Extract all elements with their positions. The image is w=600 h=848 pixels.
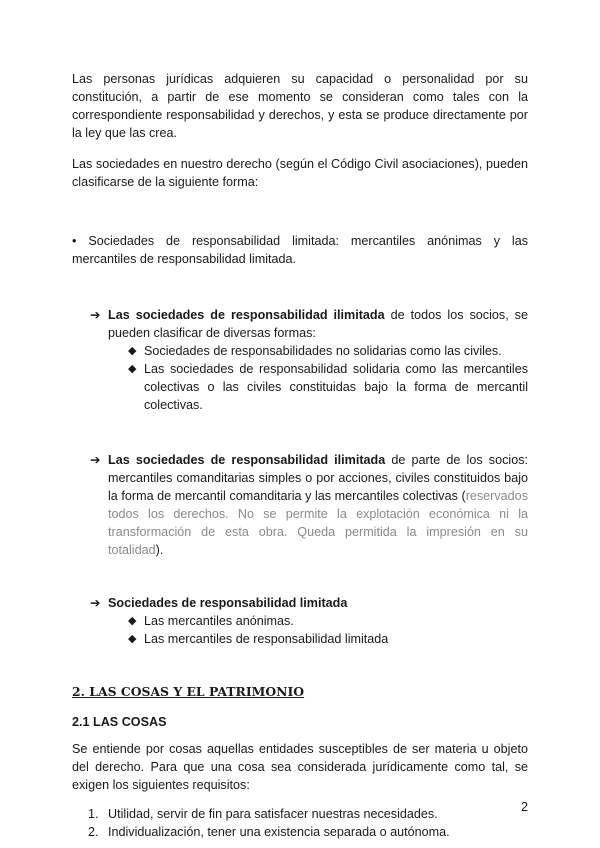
arrow-item-text <box>108 451 528 559</box>
list-item <box>108 342 528 360</box>
arrow-right-icon: ➔ <box>90 453 101 467</box>
list-item-text: Sociedades de responsabilidades no solidarias como las civiles. <box>144 344 502 358</box>
arrow-item-ilimitada-parte <box>72 451 528 559</box>
list-number: 2. <box>88 825 99 839</box>
item-text-tail: ). <box>155 543 164 557</box>
paragraph-personas-juridicas: Las personas jurídicas adquieren su capacidad o personalidad por su constitución, a partir de ese momento se consideran como tales con la correspondiente responsabilidad y derechos, y esta se produce directamente por la ley que las crea. <box>72 72 528 140</box>
subsection-title: 2.1 LAS COSAS <box>72 715 167 729</box>
list-item <box>72 805 528 823</box>
list-item <box>108 630 528 648</box>
item-text: de todos los socios, se pueden clasificar de diversas formas: <box>108 308 528 340</box>
sub-list <box>108 612 528 648</box>
list-item-text: Las sociedades de responsabilidad solidaria como las mercantiles colectivas o las civiles constituidas bajo la forma de mercantil colectivas. <box>144 362 528 412</box>
arrow-item-text <box>108 306 528 342</box>
item-text: de parte de los socios: mercantiles comanditarias simples o por acciones, civiles constituidos bajo la forma de mercantil comanditaria y las mercantiles colectivas ( <box>108 453 528 503</box>
page-number: 2 <box>520 800 528 814</box>
section-title: 2. LAS COSAS Y EL PATRIMONIO <box>72 684 305 699</box>
diamond-bullet-icon: ◆ <box>128 633 137 645</box>
list-item <box>72 823 528 841</box>
paragraph-sociedades-clasificacion: Las sociedades en nuestro derecho (según el Código Civil asociaciones), pueden clasificarse de la siguiente forma: <box>72 157 528 189</box>
list-item-text: Utilidad, servir de fin para satisfacer nuestras necesidades. <box>108 807 438 821</box>
paragraph-responsabilidad-limitada: • Sociedades de responsabilidad limitada: mercantiles anónimas y las mercantiles de responsabilidad limitada. <box>72 234 528 266</box>
sub-list <box>108 342 528 414</box>
arrow-right-icon: ➔ <box>90 308 101 322</box>
arrow-right-icon: ➔ <box>90 596 101 610</box>
paragraph-cosas-definicion: Se entiende por cosas aquellas entidades susceptibles de ser materia u objeto del derecho. Para que una cosa sea considerada jurídicamente como tal, se exigen los siguientes requisitos: <box>72 742 528 792</box>
list-item-text: Las mercantiles anónimas. <box>144 614 294 628</box>
bold-term: Las sociedades de responsabilidad ilimitada <box>108 308 385 322</box>
list-item-text: Las mercantiles de responsabilidad limitada <box>144 632 389 646</box>
bold-term: Sociedades de responsabilidad limitada <box>108 596 348 610</box>
arrow-item-text <box>108 594 528 612</box>
arrow-item-limitada <box>72 594 528 648</box>
diamond-bullet-icon: ◆ <box>128 363 137 375</box>
list-number: 1. <box>88 807 99 821</box>
requirements-list <box>72 805 528 841</box>
list-item <box>108 612 528 630</box>
bold-term: Las sociedades de responsabilidad ilimitada <box>108 453 386 467</box>
list-item <box>108 360 528 414</box>
copyright-notice: reservados todos los derechos. No se permite la explotación económica ni la transformación de esta obra. Queda permitida la impresión en su totalidad <box>108 489 528 557</box>
arrow-item-ilimitada-todos <box>72 306 528 414</box>
list-item-text: Individualización, tener una existencia separada o autónoma. <box>108 825 450 839</box>
diamond-bullet-icon: ◆ <box>128 345 137 357</box>
diamond-bullet-icon: ◆ <box>128 615 137 627</box>
